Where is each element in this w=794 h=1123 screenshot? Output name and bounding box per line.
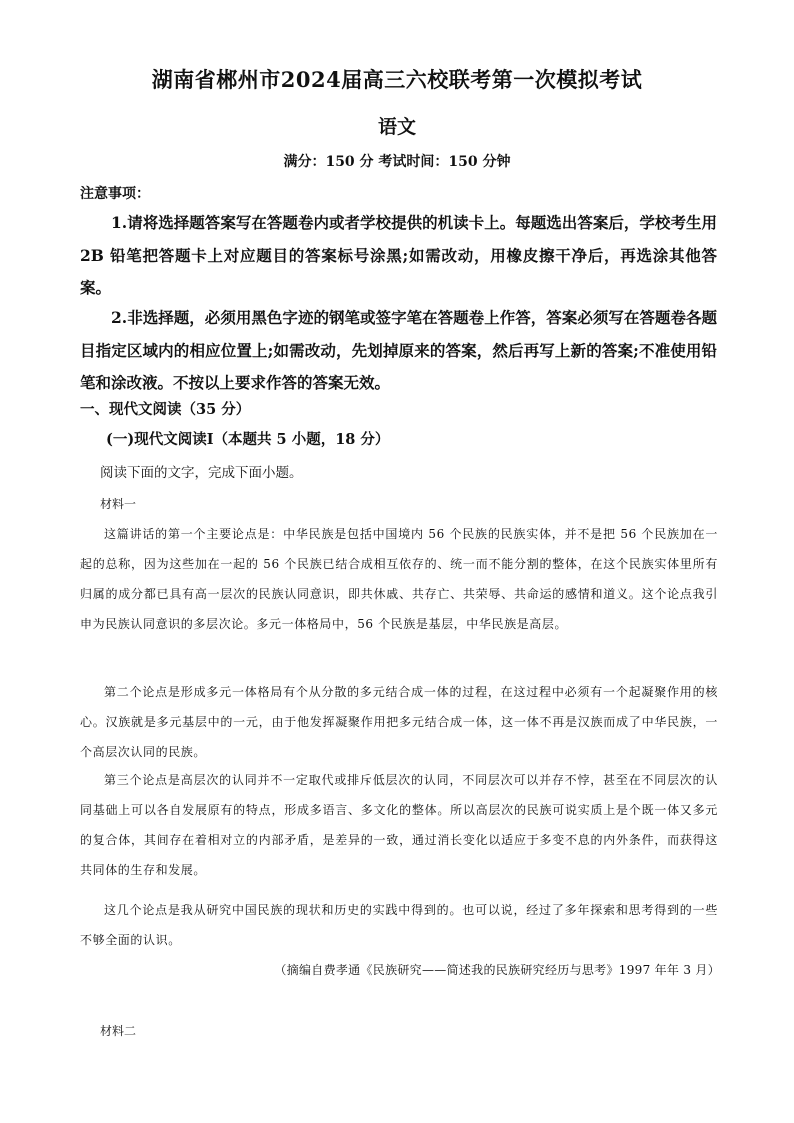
notice-heading: 注意事项：: [80, 186, 150, 202]
subsection-heading: (一)现代文阅读Ⅰ（本题共 5 小题，18 分）: [106, 431, 390, 448]
material-paragraph: 这篇讲话的第一个主要论点是：中华民族是包括中国境内 56 个民族的民族实体，并不是把 56 个民族加在一起的总称，因为这些加在一起的 56 个民族已结合成相互依存的、统一而不能分割的整体，在这个民族实体里所有归属的成分都已具有高一层次的民族认同意识，即共休戚、共存亡、共荣辱、共命运的感情和道义。这个论点我引申为民族认同意识的多层次论。多元一体格局中，56 个民族是基层，中华民族是高层。: [80, 527, 718, 631]
material-label: 材料二: [100, 1024, 137, 1038]
material-paragraph: 第三个论点是高层次的认同并不一定取代或排斥低层次的认同，不同层次可以并存不悖，甚至在不同层次的认同基础上可以各自发展原有的特点，形成多语言、多文化的整体。所以高层次的民族可说实质上是个既一体又多元的复合体，其间存在着相对立的内部矛盾，是差异的一致，通过消长变化以适应于多变不息的内外条件，而获得这共同体的生存和发展。: [80, 773, 718, 877]
material-paragraph: 这几个论点是我从研究中国民族的现状和历史的实践中得到的。也可以说，经过了多年探索和思考得到的一些不够全面的认识。: [80, 903, 718, 947]
notice-item: 1.请将选择题答案写在答题卷内或者学校提供的机读卡上。每题选出答案后，学校考生用 2B 铅笔把答题卡上对应题目的答案标号涂黑;如需改动，用橡皮擦干净后，再选涂其他答案。: [80, 213, 717, 297]
reading-instruction: 阅读下面的文字，完成下面小题。: [100, 465, 303, 481]
material-paragraph: 第二个论点是形成多元一体格局有个从分散的多元结合成一体的过程，在这过程中必须有一个起凝聚作用的核心。汉族就是多元基层中的一元，由于他发挥凝聚作用把多元结合成一体，这一体不再是汉族而成了中华民族，一个高层次认同的民族。: [80, 685, 718, 759]
exam-meta: 满分：150 分 考试时间：150 分钟: [283, 154, 511, 170]
subject-title: 语文: [377, 116, 416, 138]
section-heading: 一、现代文阅读（35 分）: [80, 401, 251, 418]
notice-item: 2.非选择题，必须用黑色字迹的钢笔或签字笔在答题卷上作答，答案必须写在答题卷各题目指定区域内的相应位置上;如需改动，先划掉原来的答案，然后再写上新的答案;不准使用铅笔和涂改液。不按以上要求作答的答案无效。: [80, 308, 717, 392]
source-citation: （摘编自费孝通《民族研究——简述我的民族研究经历与思考》1997 年年 3 月）: [274, 963, 720, 977]
material-label: 材料一: [100, 497, 137, 511]
exam-title: 湖南省郴州市2024届高三六校联考第一次模拟考试: [151, 67, 643, 92]
